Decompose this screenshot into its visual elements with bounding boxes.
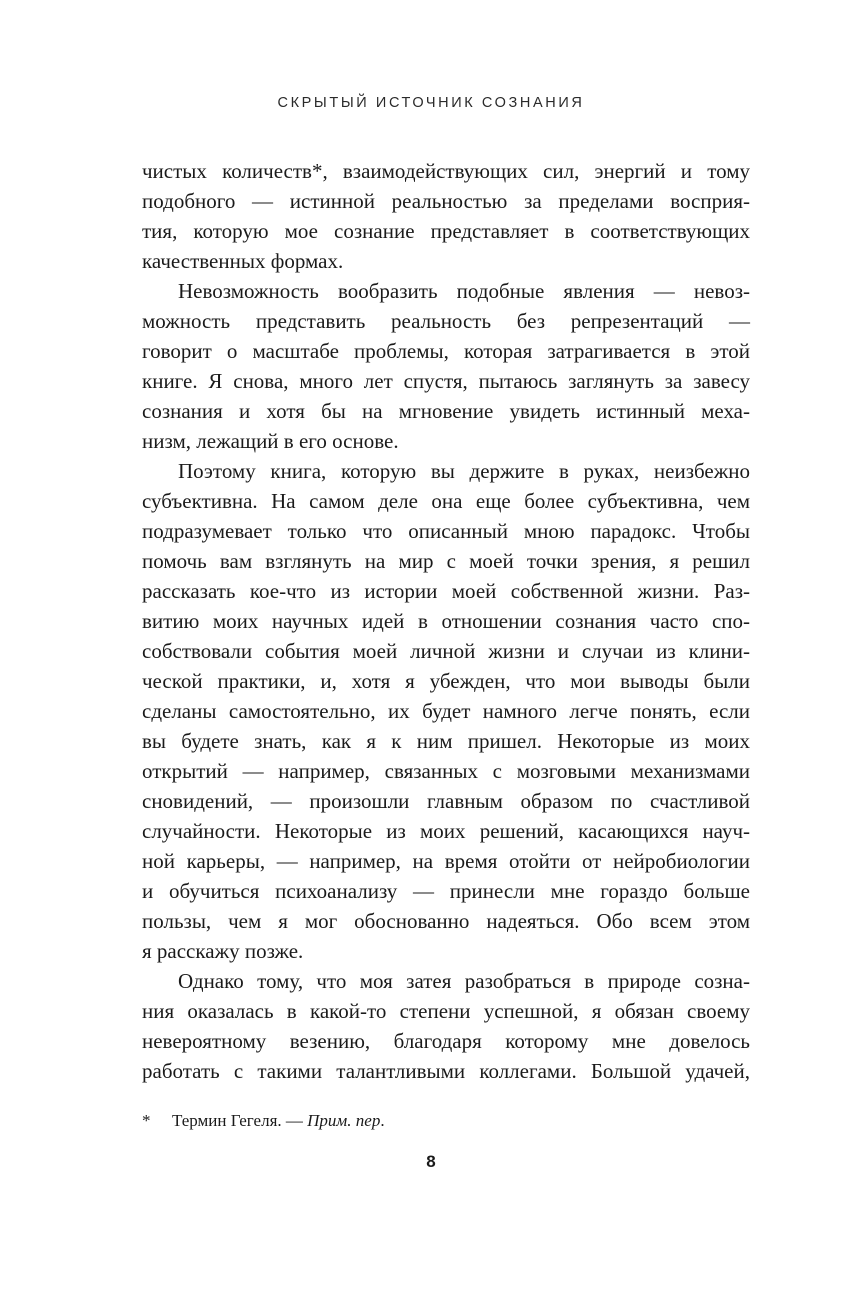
text-line: случайности. Некоторые из моих решений, касающихся науч-	[142, 819, 750, 843]
text-line: ческой практики, и, хотя я убежден, что мои выводы были	[142, 669, 750, 693]
paragraph	[142, 966, 750, 1086]
text-line: помочь вам взглянуть на мир с моей точки зрения, я решил	[142, 549, 750, 573]
text-line: Невозможность вообразить подобные явления — невоз-	[178, 279, 750, 303]
text-line: ния оказалась в какой-то степени успешной, я обязан своему	[142, 999, 750, 1023]
text-line: качественных формах.	[142, 249, 344, 273]
text-line: говорит о масштабе проблемы, которая затрагивается в этой	[142, 339, 750, 363]
text-line: Однако тому, что моя затея разобраться в природе созна-	[178, 969, 750, 993]
text-line: субъективна. На самом деле она еще более субъективна, чем	[142, 489, 750, 513]
text-line: я расскажу позже.	[142, 939, 304, 963]
paragraph	[142, 156, 750, 276]
text-line: и обучиться психоанализу — принесли мне гораздо больше	[142, 879, 750, 903]
text-line: невероятному везению, благодаря которому мне довелось	[142, 1029, 750, 1053]
footnote-mark: *	[142, 1111, 151, 1130]
footnote-italic: Прим. пер	[307, 1111, 381, 1130]
text-line: собствовали события моей личной жизни и случаи из клини-	[142, 639, 750, 663]
text-line: открытий — например, связанных с мозговыми механизмами	[142, 759, 750, 783]
text-line: сознания и хотя бы на мгновение увидеть истинный меха-	[142, 399, 750, 423]
text-line: сновидений, — произошли главным образом по счастливой	[142, 789, 750, 813]
running-head: СКРЫТЫЙ ИСТОЧНИК СОЗНАНИЯ	[277, 95, 585, 111]
text-line: низм, лежащий в его основе.	[142, 429, 399, 453]
page-number: 8	[426, 1152, 436, 1171]
text-line: чистых количеств*, взаимодействующих сил, энергий и тому	[142, 159, 750, 183]
text-line: ной карьеры, — например, на время отойти от нейробиологии	[142, 849, 750, 873]
text-line: сделаны самостоятельно, их будет намного легче понять, если	[142, 699, 750, 723]
footnote-end: .	[380, 1111, 385, 1130]
text-line: рассказать кое-что из истории моей собственной жизни. Раз-	[142, 579, 750, 603]
paragraph	[142, 456, 750, 966]
text-line: пользы, чем я мог обоснованно надеяться. Обо всем этом	[142, 909, 750, 933]
footnote	[142, 1109, 750, 1133]
footnote-text: Термин Гегеля. —	[172, 1111, 308, 1130]
text-line: работать с такими талантливыми коллегами. Большой удачей,	[142, 1059, 750, 1083]
text-line: вы будете знать, как я к ним пришел. Некоторые из моих	[142, 729, 750, 753]
text-line: тия, которую мое сознание представляет в соответствующих	[142, 219, 750, 243]
text-line: Поэтому книга, которую вы держите в руках, неизбежно	[178, 459, 750, 483]
paragraph	[142, 276, 750, 456]
body-text	[142, 156, 750, 1086]
text-line: подобного — истинной реальностью за пределами восприя-	[142, 189, 750, 213]
text-line: можность представить реальность без репрезентаций —	[142, 309, 750, 333]
text-line: подразумевает только что описанный мною парадокс. Чтобы	[142, 519, 750, 543]
text-line: витию моих научных идей в отношении сознания часто спо-	[142, 609, 750, 633]
text-line: книге. Я снова, много лет спустя, пытаюсь заглянуть за завесу	[142, 369, 750, 393]
